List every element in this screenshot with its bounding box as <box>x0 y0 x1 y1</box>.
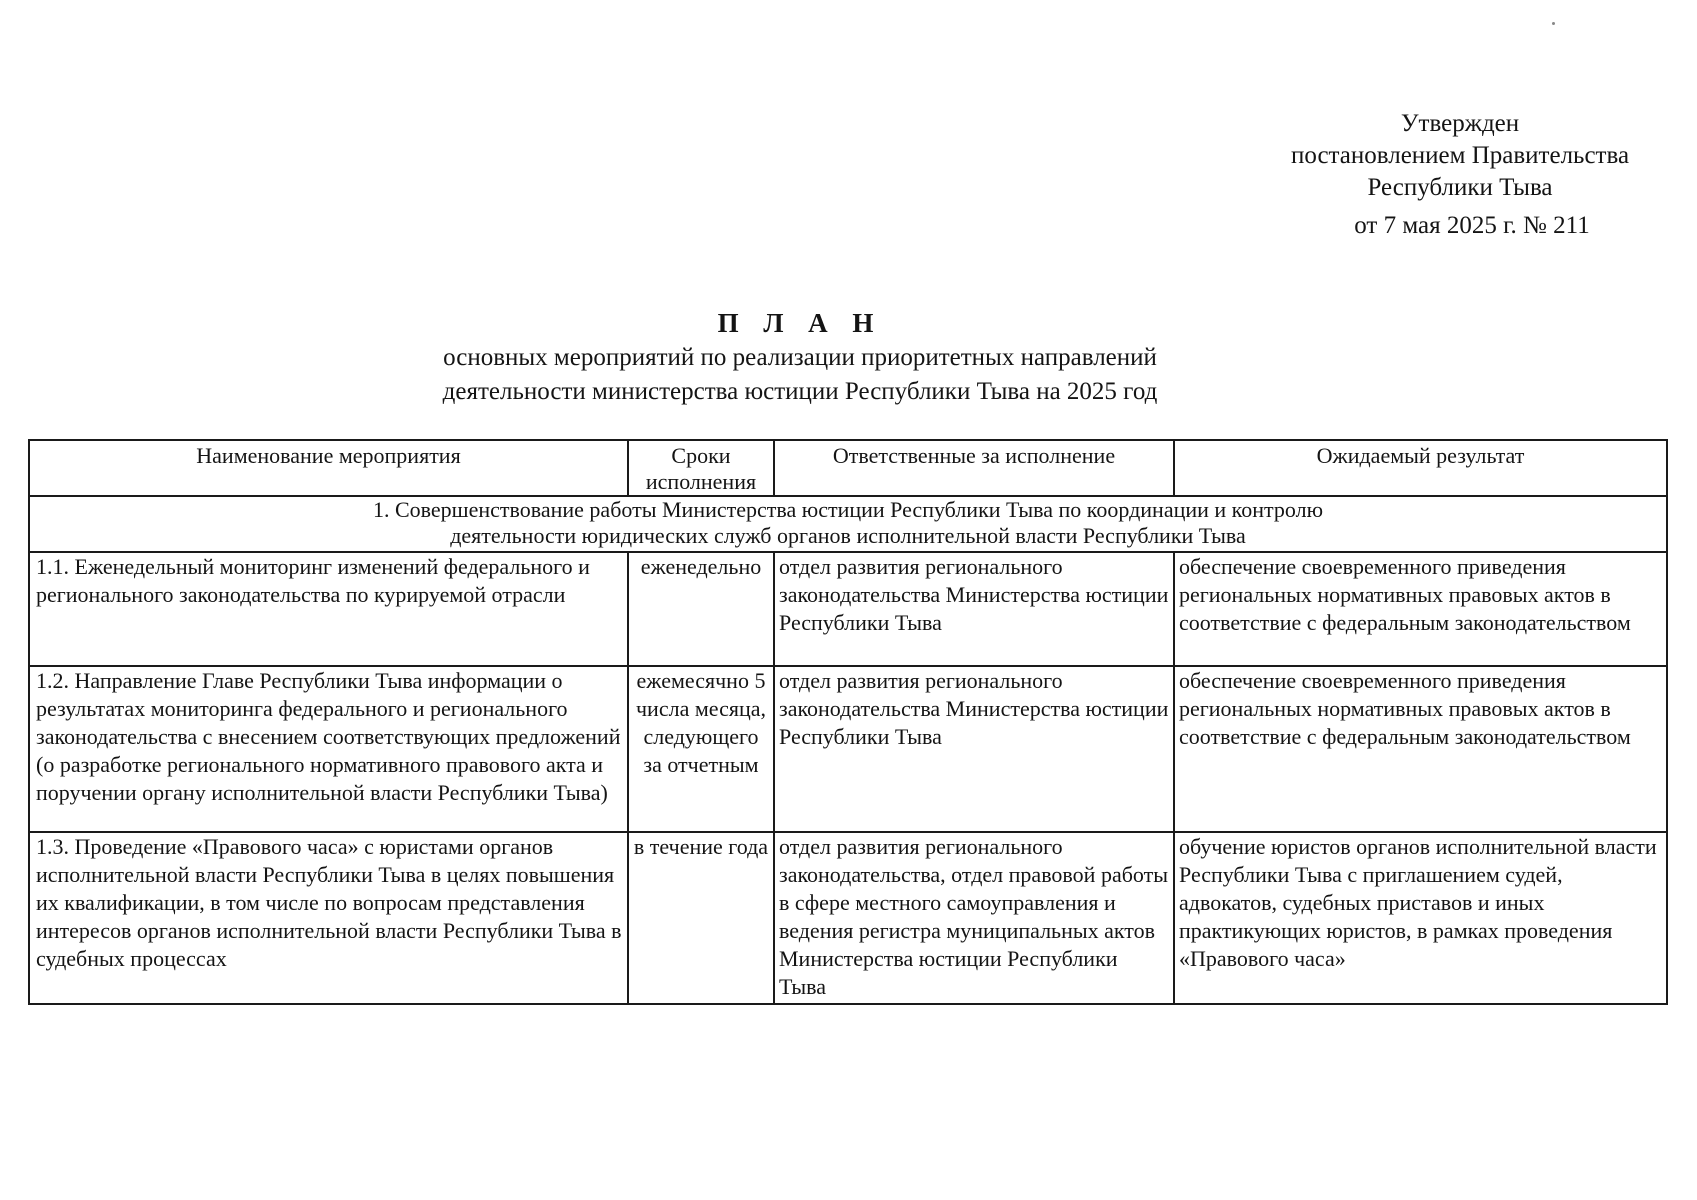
header-responsible: Ответственные за исполнение <box>774 440 1174 496</box>
plan-table <box>28 439 1668 1005</box>
section-row <box>29 496 1667 552</box>
approval-date: от 7 мая 2025 г. № 211 <box>1354 212 1590 239</box>
cell-responsible: отдел развития регионального законодательства Министерства юстиции Республики Тыва <box>774 666 1174 832</box>
table-header-row <box>29 440 1667 496</box>
approval-line: Республики Тыва <box>1367 174 1553 201</box>
plan-heading <box>330 305 1270 409</box>
cell-name: 1.3. Проведение «Правового часа» с юристами органов исполнительной власти Республики Тыва в целях повышения их квалификации, в том числе по вопросам представления интересов органов исполнительной власти Республики Тыва в судебных процессах <box>29 832 628 1004</box>
header-term: Сроки исполнения <box>628 440 774 496</box>
table-row <box>29 666 1667 832</box>
cell-result: обеспечение своевременного приведения региональных нормативных правовых актов в соответствие с федеральным законодательством <box>1174 552 1667 666</box>
section-title-line: деятельности юридических служб органов исполнительной власти Республики Тыва <box>450 523 1246 548</box>
section-title-line: 1. Совершенствование работы Министерства юстиции Республики Тыва по координации и контролю <box>372 497 1324 522</box>
approval-line: постановлением Правительства <box>1290 142 1630 169</box>
cell-result: обучение юристов органов исполнительной власти Республики Тыва с приглашением судей, адвокатов, судебных приставов и иных практикующих юристов, в рамках проведения «Правового часа» <box>1174 832 1667 1004</box>
approval-stamp <box>1250 108 1670 242</box>
cell-name: 1.1. Еженедельный мониторинг изменений федерального и регионального законодательства по курируемой отрасли <box>29 552 628 666</box>
plan-subtitle-line: основных мероприятий по реализации приоритетных направлений <box>443 344 1157 371</box>
plan-subtitle-line: деятельности министерства юстиции Республики Тыва на 2025 год <box>442 378 1158 405</box>
scan-speck <box>1552 22 1555 25</box>
cell-term: еженедельно <box>628 552 774 666</box>
table-row <box>29 552 1667 666</box>
approval-line: Утвержден <box>1400 110 1520 137</box>
cell-responsible: отдел развития регионального законодательства, отдел правовой работы в сфере местного самоуправления и ведения регистра муниципальных актов Министерства юстиции Республики Тыва <box>774 832 1174 1004</box>
plan-title: П Л А Н <box>717 308 883 338</box>
header-name: Наименование мероприятия <box>29 440 628 496</box>
header-result: Ожидаемый результат <box>1174 440 1667 496</box>
section-title <box>29 496 1667 552</box>
cell-name: 1.2. Направление Главе Республики Тыва информации о результатах мониторинга федерального и регионального законодательства с внесением соответствующих предложений (о разработке регионального нормативного правового акта и поручении органу исполнительной власти Республики Тыва) <box>29 666 628 832</box>
cell-term: в течение года <box>628 832 774 1004</box>
table-row <box>29 832 1667 1004</box>
cell-result: обеспечение своевременного приведения региональных нормативных правовых актов в соответствие с федеральным законодательством <box>1174 666 1667 832</box>
cell-term: ежемесячно 5 числа месяца, следующего за отчетным <box>628 666 774 832</box>
cell-responsible: отдел развития регионального законодательства Министерства юстиции Республики Тыва <box>774 552 1174 666</box>
